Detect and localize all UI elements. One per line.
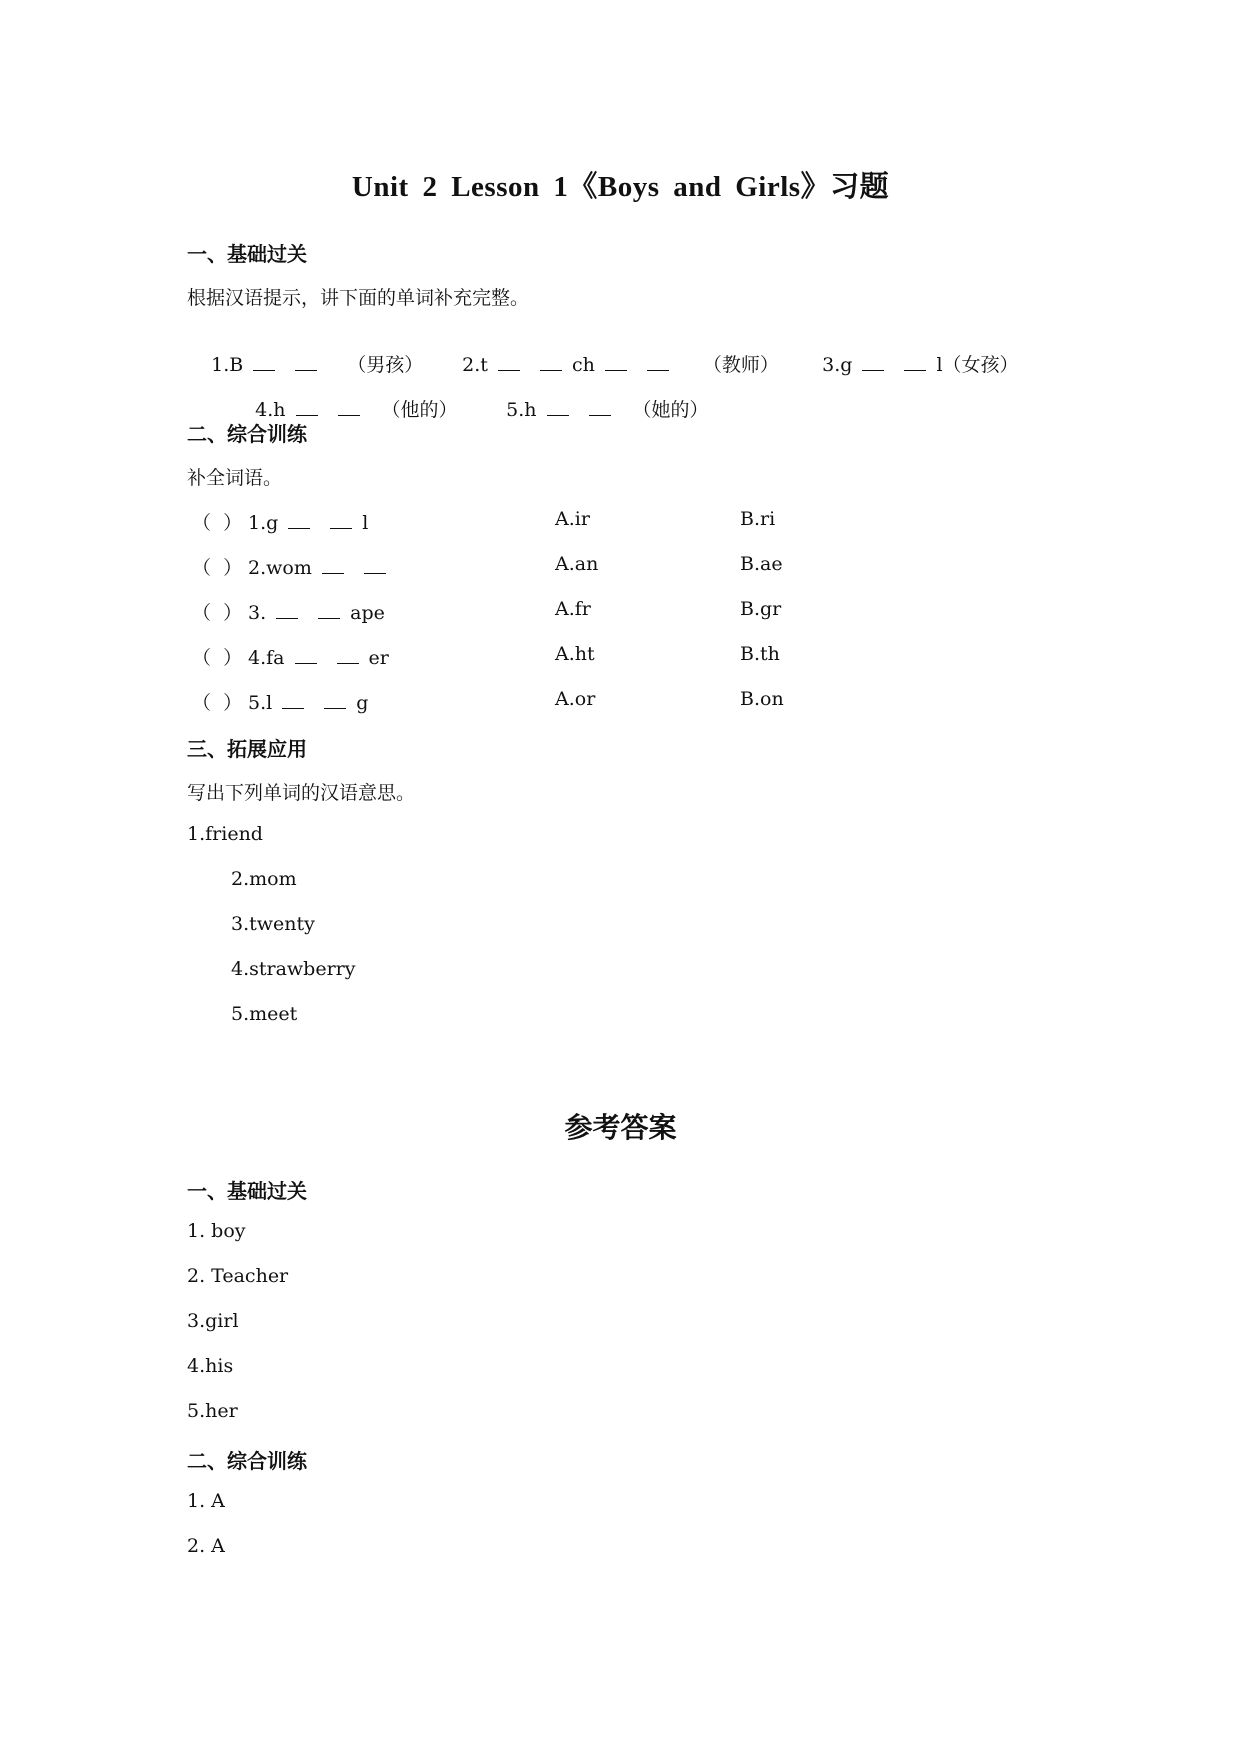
blank-line bbox=[330, 511, 352, 529]
blank-line bbox=[337, 646, 359, 664]
answer-paren: （ ） bbox=[192, 557, 243, 579]
option-b: B.th bbox=[740, 643, 780, 665]
item-pre: 5.l bbox=[248, 692, 273, 714]
item-hint: （教师） bbox=[702, 354, 779, 376]
section3-heading: 三、拓展应用 bbox=[187, 737, 307, 761]
answer-item: 1. boy bbox=[187, 1220, 246, 1242]
item-pre: 3. bbox=[248, 602, 267, 624]
answer-item: 4.his bbox=[187, 1355, 234, 1377]
blank-line bbox=[324, 691, 346, 709]
blank-line bbox=[540, 353, 562, 371]
section1-item-3 bbox=[798, 328, 1019, 399]
section2-item-4 bbox=[192, 643, 389, 670]
answer-paren: （ ） bbox=[192, 602, 243, 624]
section1-instruction: 根据汉语提示，讲下面的单词补充完整。 bbox=[187, 287, 530, 309]
blank-line bbox=[253, 353, 275, 371]
blank-line bbox=[364, 556, 386, 574]
option-a: A.ht bbox=[555, 643, 595, 665]
section2-item-3 bbox=[192, 598, 385, 625]
option-b: B.gr bbox=[740, 598, 782, 620]
item-prefix: 5.h bbox=[506, 399, 537, 421]
answer-paren: （ ） bbox=[192, 692, 243, 714]
section3-item-4: 4.strawberry bbox=[231, 958, 356, 980]
answer-item: 3.girl bbox=[187, 1310, 239, 1332]
blank-line bbox=[589, 398, 611, 416]
blank-line bbox=[322, 556, 344, 574]
answer-item: 5.her bbox=[187, 1400, 238, 1422]
blank-line bbox=[296, 398, 318, 416]
item-post: ape bbox=[350, 602, 385, 624]
option-b: B.ae bbox=[740, 553, 783, 575]
section1-item-5 bbox=[482, 373, 709, 444]
option-a: A.fr bbox=[555, 598, 591, 620]
blank-line bbox=[295, 353, 317, 371]
item-middle: ch bbox=[571, 354, 595, 376]
item-hint: （她的） bbox=[632, 399, 709, 421]
item-post: er bbox=[368, 647, 389, 669]
section2-heading: 二、综合训练 bbox=[187, 422, 307, 446]
option-a: A.or bbox=[555, 688, 596, 710]
item-hint: （女孩） bbox=[942, 354, 1019, 376]
blank-line bbox=[862, 353, 884, 371]
item-prefix: 4.h bbox=[255, 399, 286, 421]
item-prefix: 1.B bbox=[211, 354, 244, 376]
section3-item-3: 3.twenty bbox=[231, 913, 315, 935]
section2-item-1 bbox=[192, 508, 368, 535]
page-title: Unit 2 Lesson 1《Boys and Girls》习题 bbox=[351, 171, 890, 203]
section1-heading: 一、基础过关 bbox=[187, 242, 307, 266]
item-post: g bbox=[356, 692, 369, 714]
item-hint: （他的） bbox=[381, 399, 458, 421]
option-a: A.an bbox=[555, 553, 599, 575]
option-b: B.on bbox=[740, 688, 784, 710]
answers-section1-heading: 一、基础过关 bbox=[187, 1179, 307, 1203]
blank-line bbox=[904, 353, 926, 371]
item-pre: 2.wom bbox=[248, 557, 312, 579]
answer-paren: （ ） bbox=[192, 647, 243, 669]
section3-item-5: 5.meet bbox=[231, 1003, 298, 1025]
answer-item: 2. A bbox=[187, 1535, 225, 1557]
blank-line bbox=[282, 691, 304, 709]
answer-item: 2. Teacher bbox=[187, 1265, 289, 1287]
section3-instruction: 写出下列单词的汉语意思。 bbox=[187, 782, 416, 804]
item-post: l bbox=[362, 512, 369, 534]
blank-line bbox=[605, 353, 627, 371]
answer-paren: （ ） bbox=[192, 512, 243, 534]
answers-section2-heading: 二、综合训练 bbox=[187, 1449, 307, 1473]
option-b: B.ri bbox=[740, 508, 776, 530]
blank-line bbox=[647, 353, 669, 371]
blank-line bbox=[288, 511, 310, 529]
blank-line bbox=[276, 601, 298, 619]
option-a: A.ir bbox=[555, 508, 590, 530]
answer-item: 1. A bbox=[187, 1490, 225, 1512]
blank-line bbox=[547, 398, 569, 416]
answers-title: 参考答案 bbox=[564, 1111, 677, 1144]
blank-line bbox=[295, 646, 317, 664]
blank-line bbox=[318, 601, 340, 619]
item-pre: 1.g bbox=[248, 512, 279, 534]
section2-item-5 bbox=[192, 688, 368, 715]
item-hint: （男孩） bbox=[347, 354, 424, 376]
section2-item-2 bbox=[192, 553, 396, 580]
section3-item-2: 2.mom bbox=[231, 868, 297, 890]
item-suffix: l bbox=[936, 354, 943, 376]
item-prefix: 2.t bbox=[462, 354, 488, 376]
blank-line bbox=[338, 398, 360, 416]
section3-item-1: 1.friend bbox=[187, 823, 263, 845]
blank-line bbox=[498, 353, 520, 371]
section2-instruction: 补全词语。 bbox=[187, 467, 283, 489]
item-pre: 4.fa bbox=[248, 647, 285, 669]
item-prefix: 3.g bbox=[822, 354, 853, 376]
